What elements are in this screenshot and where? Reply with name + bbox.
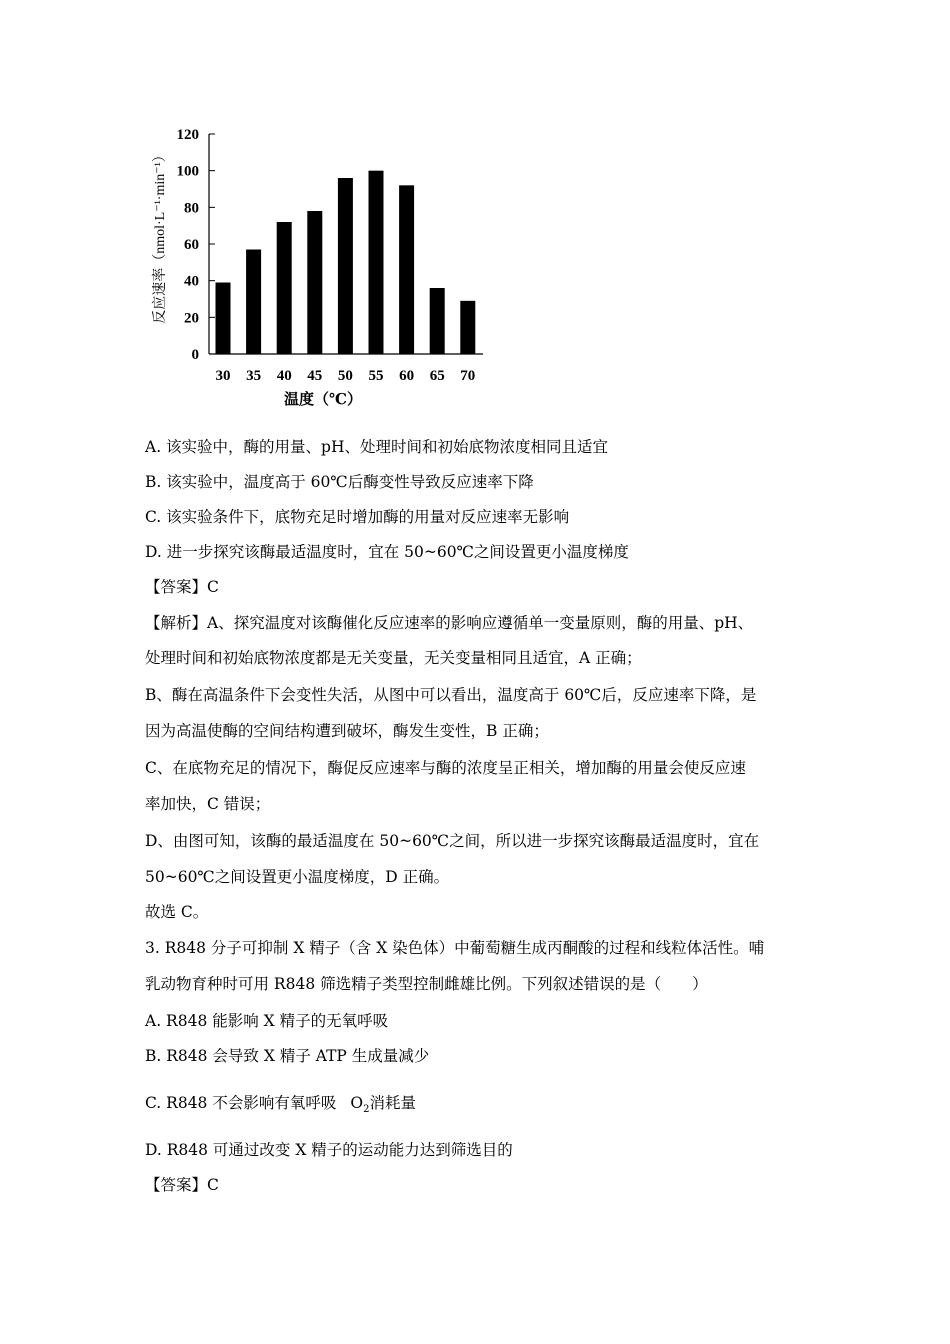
text-line [145, 1046, 429, 1066]
bar-65 [430, 288, 445, 354]
text-line-content: B. R848 会导致 X 精子 ATP 生成量减少 [145, 1047, 430, 1065]
x-axis-label: 温度（℃） [284, 392, 362, 408]
text-line-content: D. R848 可通过改变 X 精子的运动能力达到筛选目的 [145, 1141, 513, 1159]
text-line-content: B. 该实验中，温度高于 60℃后酶变性导致反应速率下降 [145, 473, 534, 491]
text-line [145, 1140, 513, 1160]
bar-45 [307, 211, 322, 354]
text-line [145, 437, 608, 457]
bar-50 [338, 178, 353, 354]
bar-40 [277, 222, 292, 354]
y-tick-label: 0 [191, 347, 199, 363]
text-line-content: 乳动物育种时可用 R848 筛选精子类型控制雌雄比例。下列叙述错误的是（ ） [145, 975, 708, 993]
text-line-content: 【答案】C [145, 578, 219, 596]
y-tick-label: 120 [176, 127, 199, 143]
text-line [145, 472, 534, 492]
text-line-content: 【答案】C [145, 1176, 219, 1194]
text-line [145, 1011, 388, 1031]
text-line [145, 613, 753, 633]
text-line-content: 【解析】A、探究温度对该酶催化反应速率的影响应遵循单一变量原则，酶的用量、pH、 [145, 614, 754, 632]
bar-35 [246, 250, 261, 355]
o2-suffix: 消耗量 [369, 1094, 416, 1112]
bar-60 [399, 185, 414, 354]
bar-55 [369, 171, 384, 354]
y-tick-label: 80 [184, 200, 199, 217]
text-line [145, 1175, 219, 1195]
y-axis-label: 反应速率（nmol·L⁻¹·min⁻¹） [153, 148, 168, 324]
bar-30 [216, 283, 231, 355]
x-tick-label: 70 [460, 368, 476, 384]
y-axis-label-group [151, 148, 168, 324]
text-line [145, 831, 759, 851]
text-line-content: B、酶在高温条件下会变性失活，从图中可以看出，温度高于 60℃后，反应速率下降，是 [145, 686, 757, 704]
bar-70 [460, 301, 475, 354]
o2-subscript: 2 [363, 1104, 370, 1116]
o2-base: O [350, 1094, 364, 1112]
x-tick-label: 55 [368, 368, 384, 384]
text-line [145, 721, 549, 741]
x-tick-label: 60 [399, 368, 415, 384]
text-line-content: C. 该实验条件下，底物充足时增加酶的用量对反应速率无影响 [145, 508, 570, 526]
y-tick-label: 40 [184, 273, 199, 290]
text-line [145, 867, 449, 887]
text-line-content: C、在底物充足的情况下，酶促反应速率与酶的浓度呈正相关，增加酶的用量会使反应速 [145, 759, 746, 777]
text-line [145, 542, 629, 562]
text-line [145, 974, 708, 994]
text-line-content: 因为高温使酶的空间结构遭到破坏，酶发生变性，B 正确； [145, 722, 549, 740]
x-tick-label: 65 [429, 368, 445, 384]
text-line [145, 938, 764, 958]
text-line [145, 577, 219, 597]
y-tick-label: 20 [184, 310, 199, 327]
text-line [145, 902, 208, 922]
text-line-content: 故选 C。 [145, 903, 209, 921]
x-tick-label: 35 [246, 368, 262, 384]
text-line-content: C. R848 不会影响有氧呼吸 [145, 1094, 337, 1112]
x-tick-label: 30 [215, 368, 231, 384]
text-line-content: 3. R848 分子可抑制 X 精子（含 X 染色体）中葡萄糖生成丙酮酸的过程和线粒体活性。哺 [145, 939, 765, 957]
text-line-content: A. 该实验中，酶的用量、pH、处理时间和初始底物浓度相同且适宜 [145, 438, 608, 456]
y-tick-label: 60 [184, 237, 199, 253]
text-line [145, 648, 642, 668]
text-line-content: D. 进一步探究该酶最适温度时，宜在 50~60℃之间设置更小温度梯度 [145, 543, 629, 561]
text-line-content: 率加快，C 错误； [145, 795, 271, 813]
o2-term [350, 1094, 416, 1116]
text-line [145, 758, 746, 778]
text-line [145, 685, 756, 705]
y-tick-label: 100 [176, 163, 199, 180]
text-line [145, 1093, 416, 1120]
text-line-content: D、由图可知，该酶的最适温度在 50~60℃之间，所以进一步探究该酶最适温度时，宜在 [145, 832, 760, 850]
reaction-rate-bar-chart [140, 118, 500, 418]
x-tick-label: 45 [307, 368, 323, 384]
x-tick-label: 40 [276, 368, 292, 384]
text-line-content: 处理时间和初始底物浓度都是无关变量，无关变量相同且适宜，A 正确； [145, 649, 642, 667]
x-tick-label: 50 [337, 368, 353, 384]
text-line [145, 507, 569, 527]
text-line [145, 794, 270, 814]
text-line-content: 50~60℃之间设置更小温度梯度，D 正确。 [145, 868, 450, 886]
text-line-content: A. R848 能影响 X 精子的无氧呼吸 [145, 1012, 389, 1030]
